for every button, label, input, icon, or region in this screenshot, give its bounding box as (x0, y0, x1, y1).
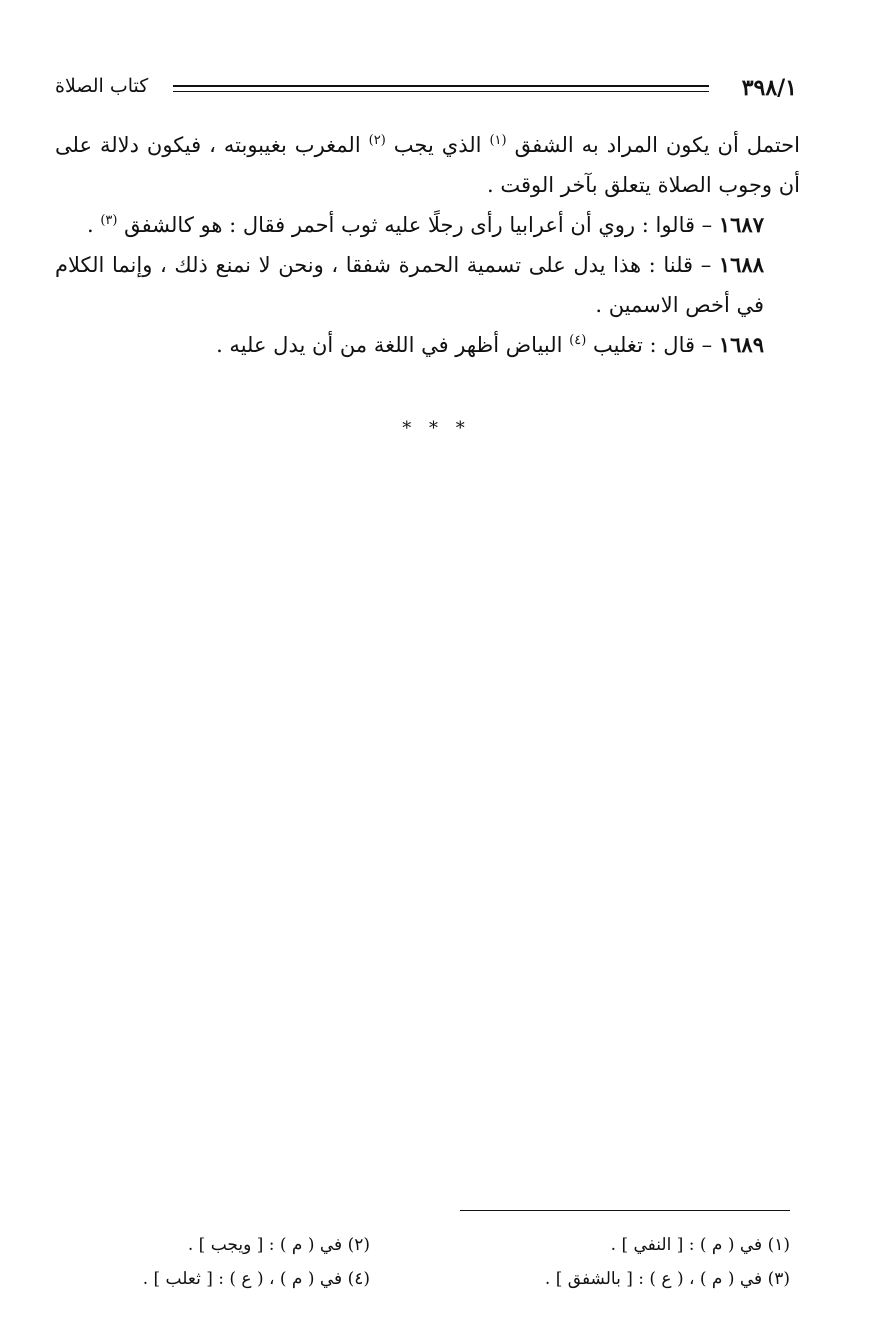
page-header (55, 70, 797, 106)
footnote-ref-3: (٣) (100, 213, 118, 228)
main-text (55, 125, 800, 365)
paragraph-1687 (55, 205, 800, 245)
paragraph-1689-text-b: البياض أظهر في اللغة من أن يدل عليه . (216, 333, 563, 357)
paragraph-1689-text-a: – قال : تغليب (593, 333, 713, 357)
footnote-2: (٢) في ( م ) : [ ويجب ] . (187, 1235, 370, 1255)
section-separator: * * * (402, 418, 471, 439)
entry-number-1688: ١٦٨٨ (718, 252, 764, 277)
paragraph-1 (55, 125, 800, 205)
footnote-row (100, 1262, 790, 1296)
paragraph-1687-text: – قالوا : روي أن أعرابيا رأى رجلًا عليه ثوب أحمر فقال : هو كالشفق (124, 213, 713, 237)
footnote-row (100, 1228, 790, 1262)
paragraph-1-text-a: احتمل أن يكون المراد به الشفق (514, 133, 800, 157)
paragraph-1688 (55, 245, 800, 325)
footnote-rule (460, 1210, 790, 1211)
footnote-ref-4: (٤) (569, 333, 587, 348)
paragraph-1-text-c: المغرب بغيبوبته ، فيكون دلالة على أن وجوب الصلاة يتعلق بآخر الوقت . (55, 133, 800, 197)
footnotes (100, 1228, 790, 1296)
paragraph-1688-text: – قلنا : هذا يدل على تسمية الحمرة شفقا ، ونحن لا نمنع ذلك ، وإنما الكلام في أخص الاسمين . (55, 253, 764, 317)
footnote-ref-2: (٢) (368, 133, 386, 148)
footnote-3: (٣) في ( م ) ، ( ع ) : [ بالشفق ] . (544, 1269, 790, 1289)
paragraph-1-text-b: الذي يجب (393, 133, 482, 157)
entry-number-1689: ١٦٨٩ (718, 332, 764, 357)
header-rule (173, 85, 709, 87)
footnote-1: (١) في ( م ) : [ النفي ] . (610, 1235, 790, 1255)
book-title: كتاب الصلاة (55, 75, 149, 97)
footnote-ref-1: (١) (489, 133, 507, 148)
paragraph-1687-end: . (86, 213, 94, 237)
entry-number-1687: ١٦٨٧ (718, 212, 764, 237)
paragraph-1689 (55, 325, 800, 365)
page-number: ٣٩٨/١ (741, 75, 797, 101)
footnote-4: (٤) في ( م ) ، ( ع ) : [ ثعلب ] . (142, 1269, 370, 1289)
